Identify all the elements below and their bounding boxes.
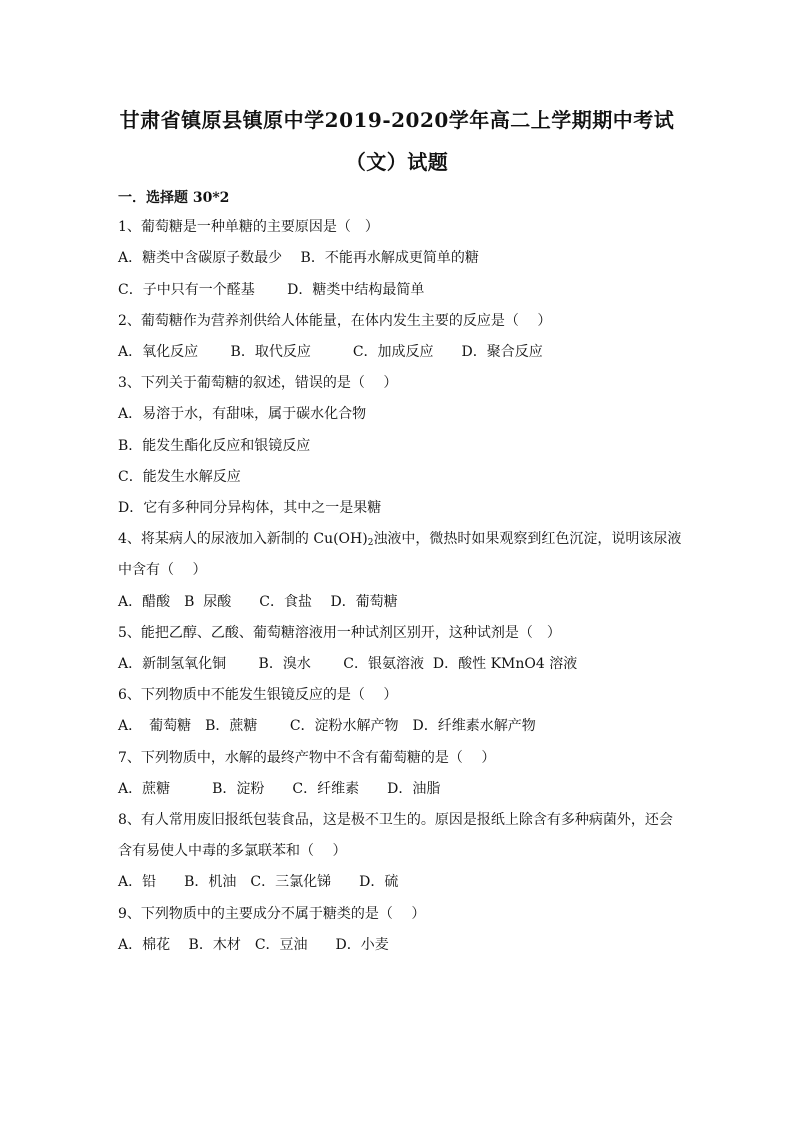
document-title: 甘肃省镇原县镇原中学2019-2020学年高二上学期期中考试	[119, 108, 675, 132]
question-4-options: A．醋酸 B 尿酸 C．食盐 D．葡萄糖	[118, 594, 398, 610]
question-1: 1、葡萄糖是一种单糖的主要原因是（ ）	[118, 219, 379, 235]
question-6-options: A． 葡萄糖 B．蔗糖 C．淀粉水解产物 D．纤维素水解产物	[118, 718, 536, 734]
question-8-continued: 含有易使人中毒的多氯联苯和（ ）	[118, 843, 347, 859]
question-3-option-c: C．能发生水解反应	[118, 469, 241, 485]
question-8-options: A．铅 B．机油 C．三氯化锑 D．硫	[118, 874, 399, 890]
question-3-option-d: D．它有多种同分异构体，其中之一是果糖	[118, 500, 382, 516]
question-3-option-a: A．易溶于水，有甜味，属于碳水化合物	[118, 406, 367, 422]
question-5: 5、能把乙醇、乙酸、葡萄糖溶液用一种试剂区别开，这种试剂是（ ）	[118, 625, 561, 641]
question-2: 2、葡萄糖作为营养剂供给人体能量，在体内发生主要的反应是（ ）	[118, 313, 552, 329]
question-6: 6、下列物质中不能发生银镜反应的是（ ）	[118, 687, 398, 703]
question-9: 9、下列物质中的主要成分不属于糖类的是（ ）	[118, 906, 426, 922]
question-4-continued: 中含有（ ）	[118, 562, 207, 578]
question-4	[118, 530, 681, 548]
question-4-subscript: 2	[367, 538, 374, 548]
question-4-part1: 4、将某病人的尿液加入新制的 Cu(OH)	[118, 531, 368, 547]
question-3: 3、下列关于葡萄糖的叙述，错误的是（ ）	[118, 375, 398, 391]
question-7: 7、下列物质中，水解的最终产物中不含有葡萄糖的是（ ）	[118, 750, 496, 766]
question-3-option-b: B．能发生酯化反应和银镜反应	[118, 438, 311, 454]
document-subtitle: （文）试题	[345, 150, 449, 174]
question-5-options: A．新制氢氧化铜 B．溴水 C．银氨溶液 D．酸性 KMnO4 溶液	[118, 656, 578, 672]
question-7-options: A．蔗糖 B．淀粉 C．纤维素 D．油脂	[118, 781, 441, 797]
question-1-options-ab: A．糖类中含碳原子数最少 B．不能再水解成更简单的糖	[118, 250, 479, 266]
question-1-options-cd: C．子中只有一个醛基 D．糖类中结构最简单	[118, 282, 425, 298]
question-4-part2: 浊液中，微热时如果观察到红色沉淀，说明该尿液	[373, 531, 682, 547]
question-2-options: A．氧化反应 B．取代反应 C．加成反应 D．聚合反应	[118, 344, 543, 360]
question-9-options: A．棉花 B．木材 C．豆油 D．小麦	[118, 937, 389, 953]
question-8: 8、有人常用废旧报纸包装食品，这是极不卫生的。原因是报纸上除含有多种病菌外，还会	[118, 812, 673, 828]
section-heading: 一．选择题 30*2	[118, 190, 230, 206]
